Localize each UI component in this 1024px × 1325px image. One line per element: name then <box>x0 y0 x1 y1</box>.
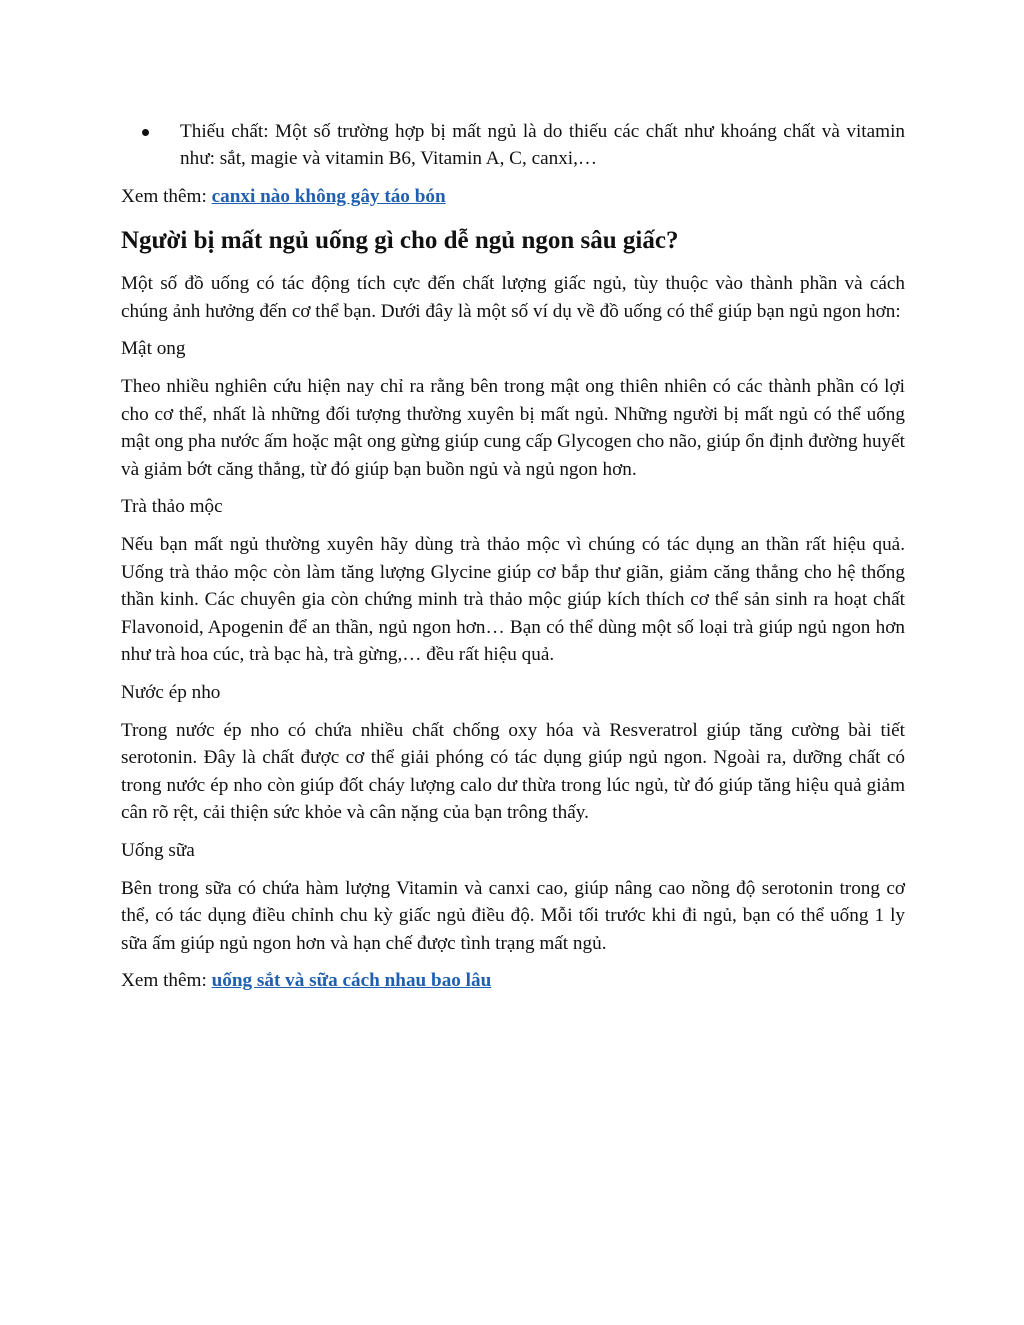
drink-body-herbal-tea: Nếu bạn mất ngủ thường xuyên hãy dùng trà thảo mộc vì chúng có tác dụng an thần rất hiệu quả. Uống trà thảo mộc còn làm tăng lượng Glycine giúp cơ bắp thư giãn, giảm căng thẳng cho hệ thống thần kinh. Các chuyên gia còn chứng minh trà thảo mộc giúp kích thích cơ thể sản sinh ra hoạt chất Flavonoid, Apogenin để an thần, ngủ ngon hơn… Bạn có thể dùng một số loại trà giúp ngủ ngon hơn như trà hoa cúc, trà bạc hà, trà gừng,… đều rất hiệu quả. <box>121 534 905 666</box>
bullet-item <box>121 118 905 173</box>
see-more-prefix: Xem thêm: <box>121 185 212 207</box>
see-more-link-1[interactable]: canxi nào không gây táo bón <box>211 185 446 207</box>
see-more-line-2 <box>121 967 905 994</box>
intro-paragraph: Một số đồ uống có tác động tích cực đến chất lượng giấc ngủ, tùy thuộc vào thành phần và cách chúng ảnh hưởng đến cơ thể bạn. Dưới đây là một số ví dụ về đồ uống có thể giúp bạn ngủ ngon hơn: <box>121 273 905 322</box>
document-page <box>121 118 905 1009</box>
bullet-dot-icon <box>142 129 149 136</box>
see-more-prefix: Xem thêm: <box>121 970 212 992</box>
bullet-text: Thiếu chất: Một số trường hợp bị mất ngủ là do thiếu các chất như khoáng chất và vitamin như: sắt, magie và vitamin B6, Vitamin A, C, canxi,… <box>180 121 905 170</box>
drink-body-milk: Bên trong sữa có chứa hàm lượng Vitamin và canxi cao, giúp nâng cao nồng độ serotonin trong cơ thể, có tác dụng điều chỉnh chu kỳ giấc ngủ điều độ. Mỗi tối trước khi đi ngủ, bạn có thể uống 1 ly sữa ấm giúp ngủ ngon hơn và hạn chế được tình trạng mất ngủ. <box>121 877 905 954</box>
drink-body-honey: Theo nhiều nghiên cứu hiện nay chỉ ra rằng bên trong mật ong thiên nhiên có các thành phần có lợi cho cơ thể, nhất là những đối tượng thường xuyên bị mất ngủ. Những người bị mất ngủ có thể uống mật ong pha nước ấm hoặc mật ong gừng giúp cung cấp Glycogen cho não, giúp ổn định đường huyết và giảm bớt căng thẳng, từ đó giúp bạn buồn ngủ và ngủ ngon hơn. <box>121 376 905 480</box>
section-heading: Người bị mất ngủ uống gì cho dễ ngủ ngon sâu giấc? <box>121 227 679 255</box>
drink-body-grape-juice: Trong nước ép nho có chứa nhiều chất chống oxy hóa và Resveratrol giúp tăng cường bài tiết serotonin. Đây là chất được cơ thể giải phóng có tác dụng giúp ngủ ngon. Ngoài ra, dưỡng chất có trong nước ép nho còn giúp đốt cháy lượng calo dư thừa trong lúc ngủ, từ đó giúp tăng hiệu quả giảm cân rõ rệt, cải thiện sức khỏe và cân nặng của bạn trông thấy. <box>121 719 905 824</box>
drink-title-grape-juice: Nước ép nho <box>121 681 221 703</box>
drink-title-milk: Uống sữa <box>121 839 195 861</box>
see-more-line-1 <box>121 183 905 210</box>
see-more-link-2[interactable]: uống sắt và sữa cách nhau bao lâu <box>211 970 492 992</box>
drink-title-herbal-tea: Trà thảo mộc <box>121 496 223 518</box>
drink-title-honey: Mật ong <box>121 338 186 360</box>
